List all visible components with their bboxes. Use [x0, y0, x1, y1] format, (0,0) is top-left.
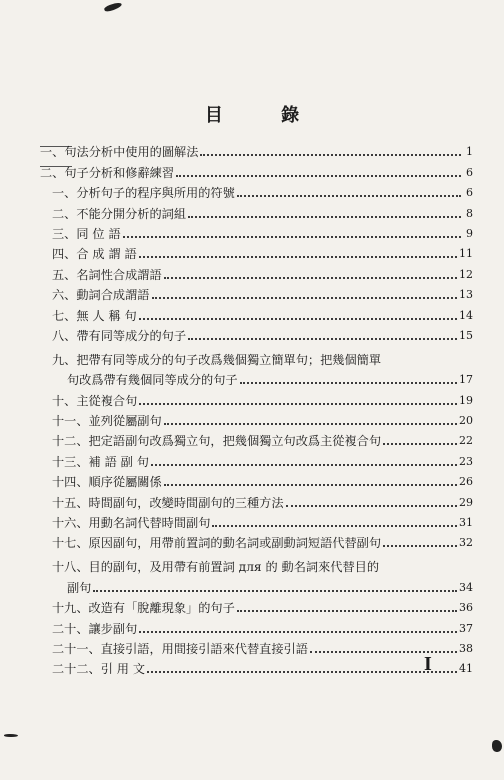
toc-entry-label: 副句	[67, 580, 92, 595]
toc-entry	[40, 200, 473, 220]
table-of-contents	[40, 139, 473, 676]
toc-entry-page: 17	[459, 373, 473, 387]
toc-entry-page: 13	[459, 288, 473, 302]
leader-dots	[212, 521, 457, 527]
toc-entry-page: 22	[459, 434, 473, 448]
toc-entry-label: 十七、原因副句，用帶前置詞的動名詞或副動詞短語代替副句	[52, 536, 382, 551]
toc-entry	[40, 615, 473, 635]
leader-dots	[237, 606, 457, 612]
leader-dots	[164, 480, 457, 486]
page-title: 目 錄	[204, 105, 326, 126]
leader-dots	[383, 541, 457, 547]
toc-entry	[40, 139, 473, 159]
leader-dots	[383, 439, 457, 445]
toc-entry-label: 一、句法分析中使用的圖解法	[40, 145, 199, 160]
leader-dots	[188, 212, 461, 218]
toc-entry-label: 十一、並列從屬副句	[52, 414, 162, 429]
toc-entry-page: 8	[466, 206, 473, 220]
toc-entry-page: 1	[466, 145, 473, 159]
toc-entry-label: 二十二、引 用 文	[52, 662, 146, 677]
leader-dots	[93, 586, 457, 592]
toc-entry	[40, 343, 473, 367]
leader-dots	[237, 191, 461, 197]
toc-entry	[40, 595, 473, 615]
toc-entry-label: 二十一、直接引語，用間接引語來代替直接引語	[52, 641, 308, 656]
toc-entry-page: 34	[459, 580, 473, 594]
toc-entry-page: 14	[459, 308, 473, 322]
toc-entry-page: 11	[459, 247, 473, 261]
toc-entry-page: 41	[459, 662, 473, 676]
toc-entry-label: 二十、讓步副句	[52, 621, 138, 636]
leader-dots	[310, 647, 457, 653]
toc-entry	[40, 530, 473, 550]
toc-entry-page: 12	[459, 267, 473, 281]
toc-entry-page: 23	[459, 454, 473, 468]
toc-entry-page: 37	[459, 621, 473, 635]
toc-entry-label: 十、主從複合句	[52, 393, 138, 408]
toc-entry-page: 26	[459, 475, 473, 489]
toc-entry-label: 七、無 人 稱 句	[52, 308, 137, 323]
leader-dots	[164, 273, 457, 279]
leader-dots	[139, 314, 457, 320]
leader-dots	[176, 171, 461, 177]
leader-dots	[164, 419, 457, 425]
toc-entry	[40, 323, 473, 343]
toc-entry-page: 36	[459, 601, 473, 615]
toc-entry	[40, 302, 473, 322]
toc-entry-label: 十四、順序從屬關係	[52, 475, 162, 490]
leader-dots	[139, 627, 457, 633]
leader-dots	[286, 501, 457, 507]
toc-entry-page: 15	[459, 328, 473, 342]
toc-entry-page: 19	[459, 393, 473, 407]
leader-dots	[240, 378, 457, 384]
toc-entry-label: 句改爲帶有幾個同等成分的句子	[67, 373, 238, 388]
toc-entry	[40, 408, 473, 428]
toc-entry-label: 十三、補 語 副 句	[52, 454, 149, 469]
leader-dots	[147, 667, 457, 673]
toc-entry-page: 20	[459, 414, 473, 428]
toc-entry	[40, 656, 473, 676]
toc-entry	[40, 282, 473, 302]
toc-entry	[40, 636, 473, 656]
ink-smudge-bottom-left	[4, 734, 18, 737]
ink-smudge-top	[104, 1, 123, 13]
toc-entry-label: 三、同 位 語	[52, 226, 121, 241]
toc-entry-page: 29	[459, 495, 473, 509]
toc-entry	[40, 180, 473, 200]
leader-dots	[200, 150, 461, 156]
toc-entry-label: 一、分析句子的程序與所用的符號	[52, 186, 235, 201]
toc-entry	[40, 510, 473, 530]
leader-dots	[139, 252, 457, 258]
toc-entry-label: 四、合 成 謂 語	[52, 247, 137, 262]
toc-entry-label: 十九、改造有「脫離現象」的句子	[52, 601, 235, 616]
leader-dots	[152, 293, 458, 299]
toc-entry-label: 九、把帶有同等成分的句子改爲幾個獨立簡單句；把幾個簡單	[52, 352, 382, 367]
toc-entry-label: 十六、用動名詞代替時間副句	[52, 516, 211, 531]
leader-dots	[139, 399, 457, 405]
toc-entry	[40, 387, 473, 407]
toc-entry-label: 六、動詞合成謂語	[52, 288, 150, 303]
leader-dots	[123, 232, 461, 238]
toc-entry	[40, 448, 473, 468]
toc-entry	[40, 241, 473, 261]
toc-entry	[40, 367, 473, 387]
toc-entry	[40, 221, 473, 241]
toc-entry-label: 十八、目的副句，及用帶有前置詞 для 的 動名詞來代替目的	[52, 560, 380, 575]
toc-entry-label: 二、不能分開分析的詞組	[52, 206, 187, 221]
toc-entry	[40, 261, 473, 281]
toc-entry	[40, 159, 473, 179]
ink-smudge-bottom-right	[492, 740, 502, 752]
toc-entry	[40, 489, 473, 509]
leader-dots	[151, 460, 457, 466]
toc-entry-label: 十二、把定語副句改爲獨立句，把幾個獨立句改爲主從複合句	[52, 434, 382, 449]
toc-entry-page: 6	[466, 186, 473, 200]
toc-entry	[40, 428, 473, 448]
leader-dots	[188, 334, 457, 340]
toc-entry-label: 二、句子分析和修辭練習	[40, 165, 175, 180]
toc-entry-page: 38	[459, 641, 473, 655]
toc-entry	[40, 469, 473, 489]
toc-entry-label: 十五、時間副句，改變時間副句的三種方法	[52, 495, 284, 510]
toc-entry-label: 五、名詞性合成謂語	[52, 267, 162, 282]
toc-entry-page: 9	[466, 226, 473, 240]
page-number-roman: I	[424, 653, 432, 675]
toc-entry	[40, 574, 473, 594]
toc-entry	[40, 550, 473, 574]
toc-entry-label: 八、帶有同等成分的句子	[52, 328, 187, 343]
toc-entry-page: 32	[459, 536, 473, 550]
toc-entry-page: 6	[466, 165, 473, 179]
toc-entry-page: 31	[459, 516, 473, 530]
